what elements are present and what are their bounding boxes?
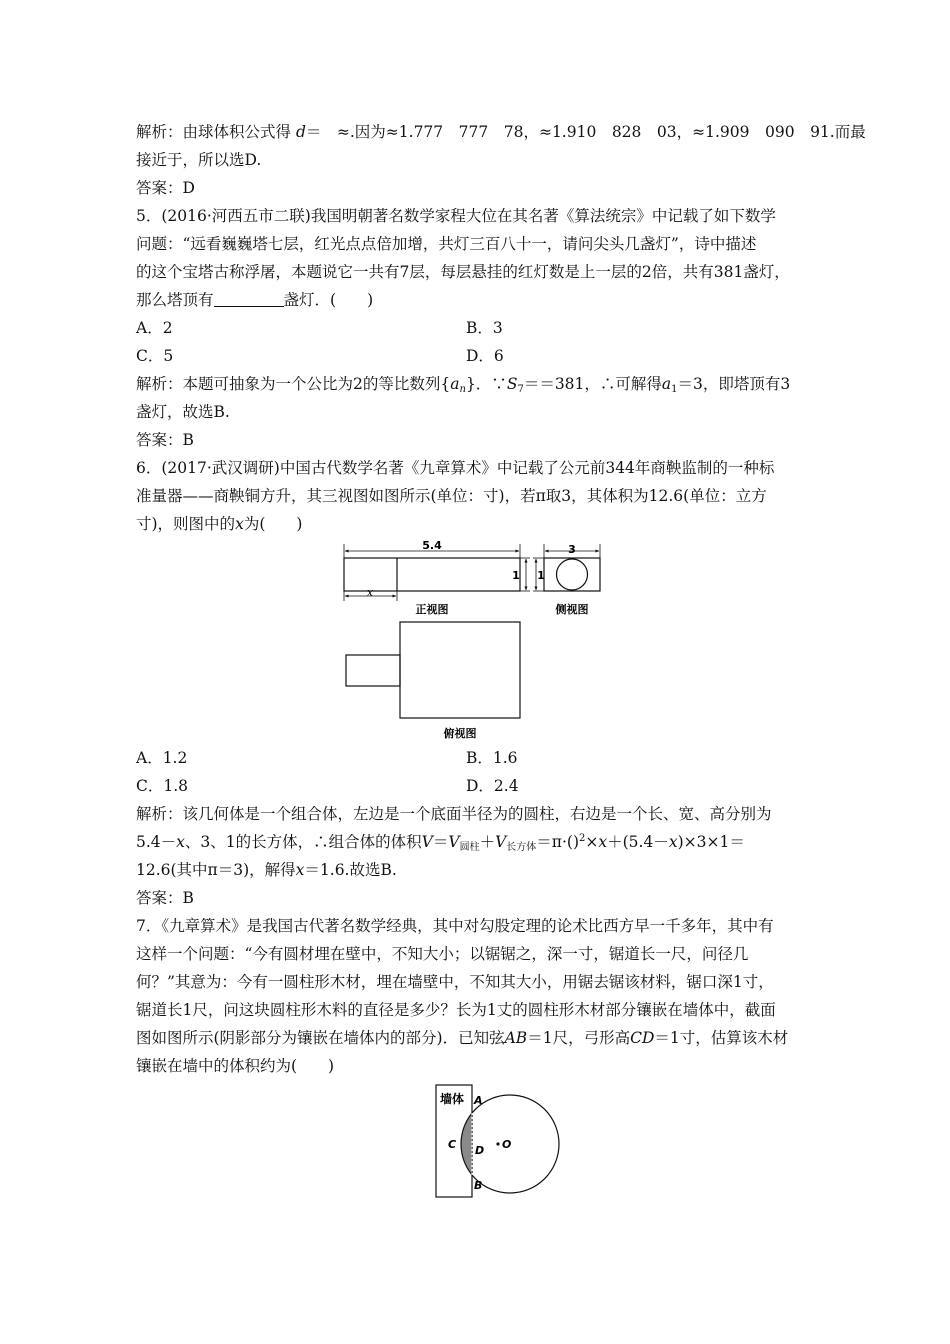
wall-label: 墙体 [439, 1092, 465, 1106]
q7-stem-line3: 何？”其意为：今有一圆柱形木材，埋在墙壁中，不知其大小，用锯去锯该材料，锯口深1寸， [136, 973, 774, 991]
q4-answer: 答案：D [136, 179, 195, 197]
q5-stem-line1: 5．(2016·河西五市二联)我国明朝著名数学家程大位在其名著《算法统宗》中记载了如下数学 [136, 207, 776, 225]
q5-option-d: D．6 [466, 347, 504, 365]
q6-analysis-line3: 12.6(其中π＝3)，解得x＝1.6.故选B. [136, 861, 397, 879]
label-d: D [475, 1144, 485, 1157]
q6-stem-line3: 寸)，则图中的x为( ) [136, 515, 303, 533]
answer-blank [214, 291, 284, 307]
center-point [496, 1142, 499, 1145]
q7-stem-line6: 镶嵌在墙中的体积约为( ) [136, 1057, 335, 1075]
front-view-caption: 正视图 [415, 603, 449, 616]
q6-stem-line1: 6．(2017·武汉调研)中国古代数学名著《九章算术》中记载了公元前344年商鞅监制的一种标 [136, 459, 775, 477]
q5-option-b: B．3 [466, 319, 503, 337]
dim-height-label: 1 [512, 569, 520, 582]
q6-answer: 答案：B [136, 889, 194, 907]
dim-side-label: 1 [537, 569, 545, 582]
label-b: B [474, 1179, 483, 1192]
three-view-figure [330, 540, 620, 740]
q4-analysis-line2: 接近于，所以选D. [136, 151, 262, 169]
top-view-caption: 俯视图 [443, 727, 477, 740]
q6-analysis-line2: 5.4－x、3、1的长方体，∴组合体的体积$V=V_{圆柱}+V_{长方体}=\pi\cdot()^2\times x+(5.4-x)\times 3\times 1=$ [136, 833, 745, 853]
q7-stem-line2: 这样一个问题：“今有圆材埋在壁中，不知大小；以锯锯之，深一寸，锯道长一尺，问径几 [136, 945, 749, 963]
side-view-caption: 侧视图 [555, 603, 589, 616]
top-view [346, 622, 520, 740]
q4-analysis-line1: 解析：由球体积公式得 d＝ ≈.因为≈1.777 777 78，≈1.910 828 03，≈1.909 090 91.而最 [136, 123, 866, 141]
q6-option-d: D．2.4 [466, 777, 519, 795]
dim-side-width-label: 3 [568, 543, 576, 556]
q6-option-c: C．1.8 [136, 777, 189, 795]
q5-stem-line2: 问题：“远看巍巍塔七层，红光点点倍加增，共灯三百八十一，请问尖头几盏灯”，诗中描述 [136, 235, 757, 253]
q7-stem-line1: 7．《九章算术》是我国古代著名数学经典，其中对勾股定理的论术比西方早一千多年，其中有 [136, 917, 774, 935]
q7-stem-line5: 图如图所示(阴影部分为镶嵌在墙体内的部分)．已知弦AB＝1尺，弓形高CD＝1寸，估算该木材 [136, 1029, 789, 1047]
q6-analysis-line1: 解析：该几何体是一个组合体，左边是一个底面半径为的圆柱，右边是一个长、宽、高分别为 [136, 805, 772, 823]
q5-stem-line4: 那么塔顶有 盏灯．( ) [136, 291, 374, 309]
q6-option-a: A．1.2 [136, 749, 188, 767]
label-c: C [448, 1138, 457, 1151]
front-view [344, 539, 530, 616]
q5-analysis-line1: 解析：本题可抽象为一个公比为2的等比数列$\{a_n\}$．$\because S_7==381$，∴可解得$a_1=3$，即塔顶有3 [136, 375, 791, 395]
wall-log-figure [430, 1082, 550, 1202]
q6-stem-line2: 准量器——商鞅铜方升，其三视图如图所示(单位：寸)，若π取3，其体积为12.6(单位：立方 [136, 487, 767, 505]
side-view [533, 543, 600, 616]
dim-top-label: 5.4 [422, 539, 442, 552]
q5-stem-line3: 的这个宝塔古称浮屠，本题说它一共有7层，每层悬挂的红灯数是上一层的2倍，共有381盏灯， [136, 263, 790, 281]
q5-answer: 答案：B [136, 431, 194, 449]
q5-option-c: C．5 [136, 347, 174, 365]
q5-option-a: A．2 [136, 319, 173, 337]
dim-x-label: x [366, 586, 374, 599]
label-o: O [502, 1138, 512, 1151]
label-a: A [474, 1094, 483, 1107]
q7-stem-line4: 锯道长1尺，问这块圆柱形木料的直径是多少？长为1丈的圆柱形木材部分镶嵌在墙体中，截面 [136, 1001, 776, 1019]
q5-analysis-line2: 盏灯，故选B. [136, 403, 230, 421]
q6-option-b: B．1.6 [466, 749, 518, 767]
